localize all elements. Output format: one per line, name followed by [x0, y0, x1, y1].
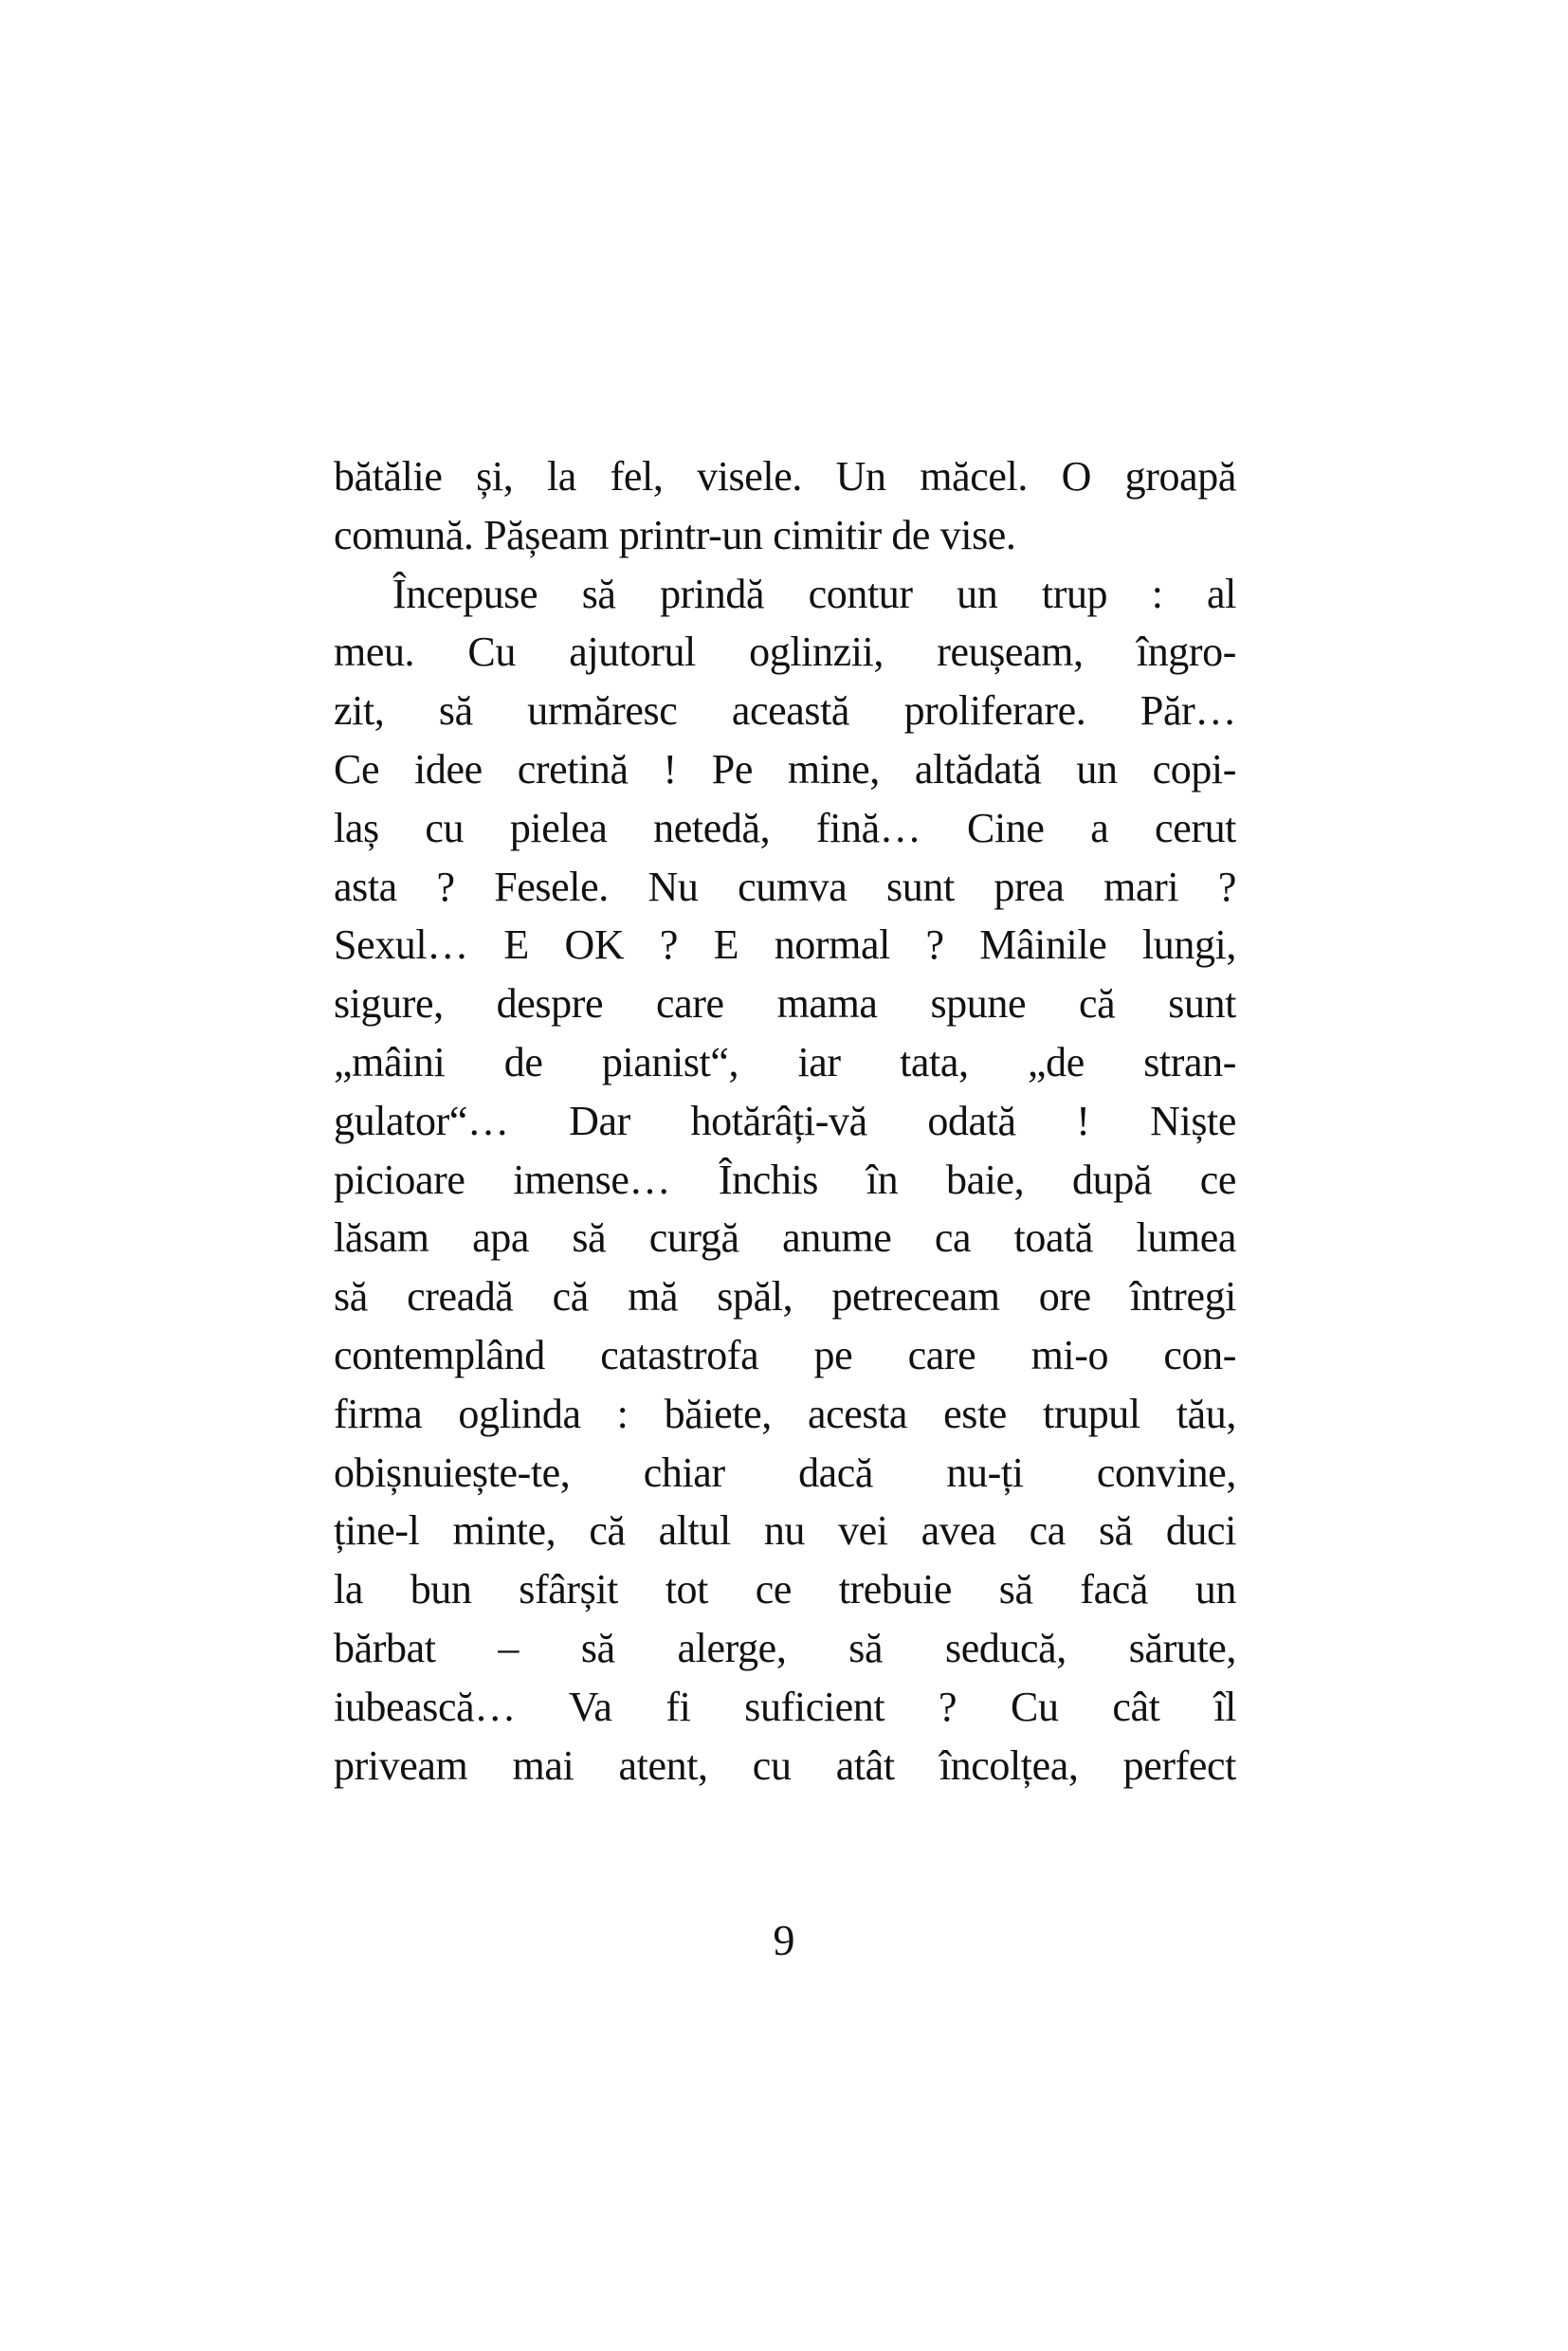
text-line: la bun sfârșit tot ce trebuie să facă un: [334, 1566, 1236, 1613]
text-line: să creadă că mă spăl, petreceam ore întregi: [334, 1273, 1236, 1321]
text-line: picioare imense… Închis în baie, după ce: [334, 1156, 1236, 1203]
text-line: bătălie și, la fel, visele. Un măcel. O groapă: [334, 453, 1236, 500]
text-line: Ce idee cretină ! Pe mine, altădată un copi-: [334, 745, 1236, 793]
text-line: firma oglinda : băiete, acesta este trupul tău,: [334, 1390, 1236, 1437]
text-line: gulator“… Dar hotărâți-vă odată ! Niște: [334, 1097, 1236, 1144]
text-line: priveam mai atent, cu atât încolțea, perfect: [334, 1741, 1236, 1789]
text-line: meu. Cu ajutorul oglinzii, reușeam, îngro-: [334, 629, 1236, 676]
text-line: Sexul… E OK ? E normal ? Mâinile lungi,: [334, 921, 1236, 969]
text-line: Începuse să prindă contur un trup : al: [392, 570, 1236, 617]
text-line: „mâini de pianist“, iar tata, „de stran-: [334, 1038, 1236, 1085]
body-text: [334, 447, 1236, 1795]
text-line: iubească… Va fi suficient ? Cu cât îl: [334, 1683, 1236, 1730]
text-line: obișnuiește-te, chiar dacă nu-ți convine,: [334, 1449, 1236, 1496]
text-line: comună. Pășeam printr-un cimitir de vise.: [334, 511, 1016, 558]
text-line: ține-l minte, că altul nu vei avea ca să duci: [334, 1507, 1236, 1555]
text-line: contemplând catastrofa pe care mi-o con-: [334, 1331, 1236, 1378]
text-line: laș cu pielea netedă, fină… Cine a cerut: [334, 804, 1236, 851]
text-line: lăsam apa să curgă anume ca toată lumea: [334, 1214, 1236, 1262]
text-line: sigure, despre care mama spune că sunt: [334, 980, 1236, 1028]
text-line: zit, să urmăresc această proliferare. Păr…: [334, 687, 1236, 735]
page-number: 9: [773, 1916, 795, 1964]
text-line: bărbat – să alerge, să seducă, sărute,: [334, 1624, 1236, 1671]
text-line: asta ? Fesele. Nu cumva sunt prea mari ?: [334, 863, 1236, 910]
